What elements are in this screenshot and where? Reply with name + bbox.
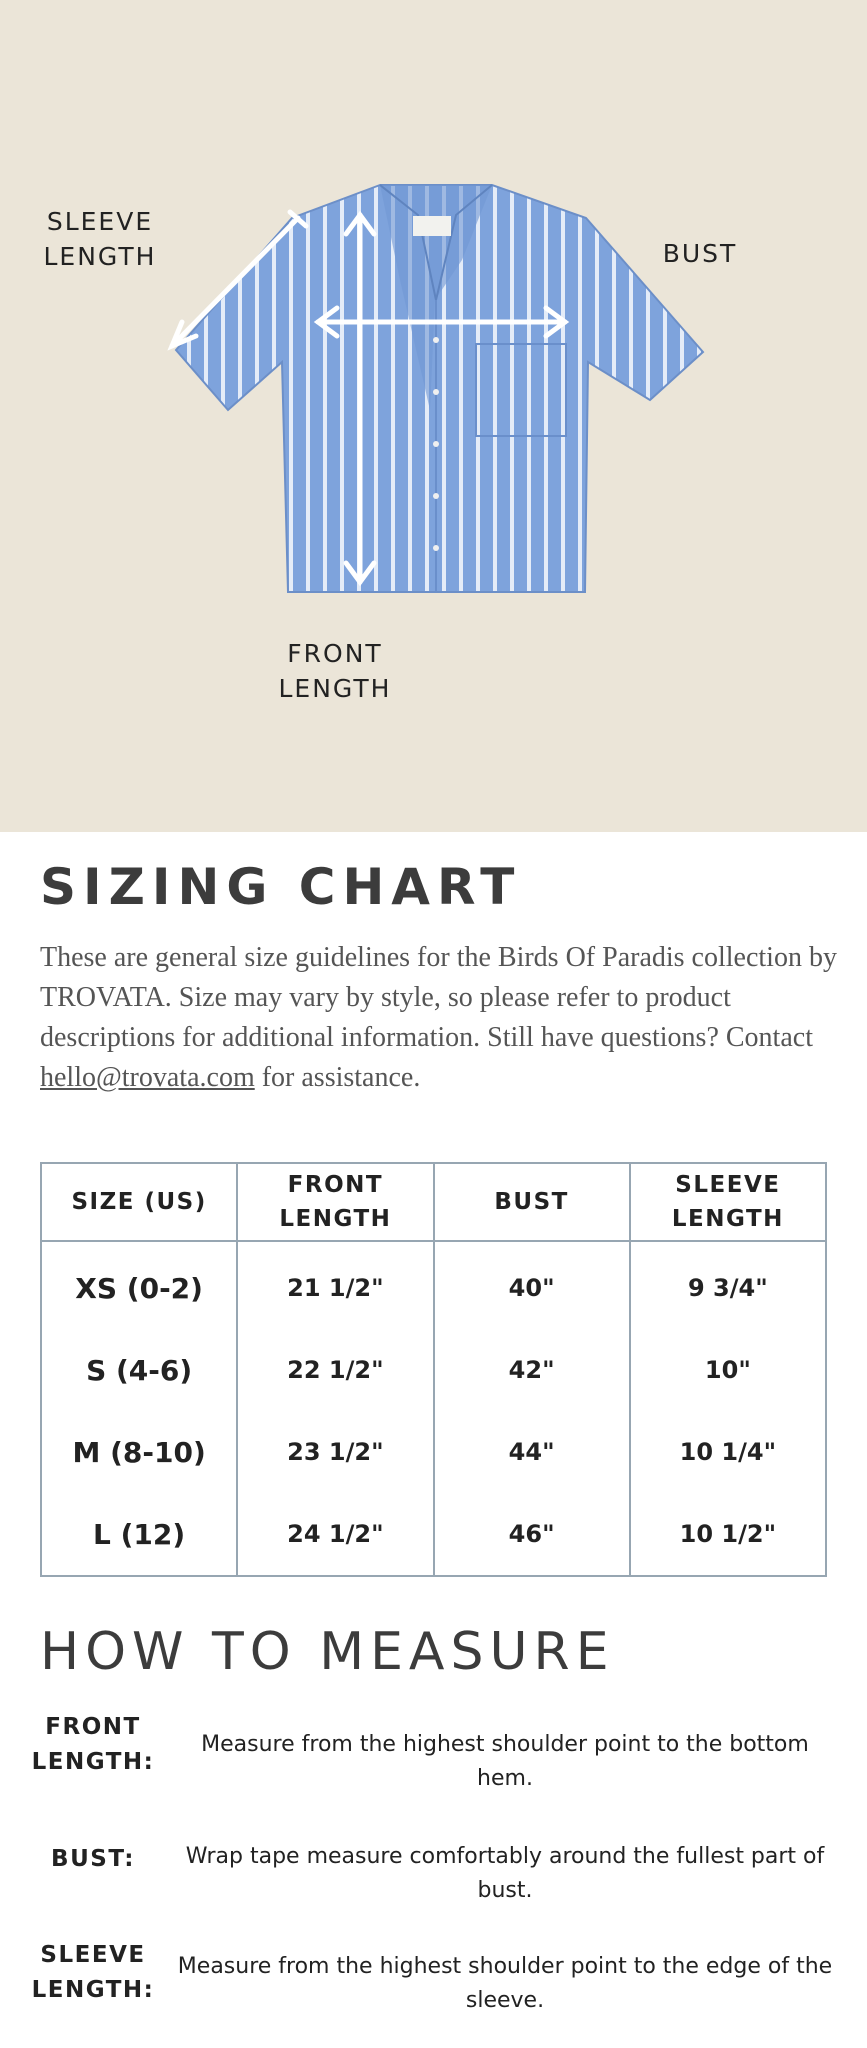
measure-description: Measure from the highest shoulder point to the bottom hem. [201, 1732, 809, 1791]
size-cell: M (8-10) [41, 1411, 237, 1493]
front-length-cell: 24 1/2" [237, 1493, 433, 1576]
sleeve-length-cell: 9 3/4" [630, 1241, 826, 1329]
header-size: SIZE (US) [41, 1163, 237, 1241]
measure-term [30, 1710, 156, 1780]
front-length-cell: 21 1/2" [237, 1241, 433, 1329]
measure-item-sleeve-length [30, 1938, 840, 2013]
measure-term [30, 1842, 156, 1877]
measurement-diagram [0, 0, 867, 832]
intro-paragraph [40, 938, 840, 1098]
bust-cell: 42" [434, 1329, 630, 1411]
sleeve-length-diagram-label [40, 204, 160, 274]
bust-cell: 40" [434, 1241, 630, 1329]
table-row [41, 1493, 826, 1576]
header-sleeve-length [630, 1163, 826, 1241]
front-label-line-2: LENGTH [278, 674, 392, 703]
table-row [41, 1329, 826, 1411]
front-length-cell: 22 1/2" [237, 1329, 433, 1411]
shirt-diagram-svg [0, 0, 867, 832]
size-cell: S (4-6) [41, 1329, 237, 1411]
front-length-diagram-label [273, 636, 397, 706]
sizing-table [40, 1162, 827, 1577]
header-sleeve-line-2: LENGTH [671, 1206, 784, 1232]
measure-term-line-2: LENGTH: [31, 1749, 155, 1775]
sleeve-label-line-1: SLEEVE [46, 207, 154, 236]
measure-term [30, 1938, 156, 2008]
table-row [41, 1411, 826, 1493]
measure-item-bust [30, 1840, 840, 1910]
size-cell: XS (0-2) [41, 1241, 237, 1329]
measure-term-line-1: FRONT [45, 1714, 141, 1740]
sleeve-length-cell: 10" [630, 1329, 826, 1411]
sleeve-length-cell: 10 1/4" [630, 1411, 826, 1493]
header-front-line-2: LENGTH [279, 1206, 392, 1232]
measure-item-front-length [30, 1710, 840, 1791]
page-title: SIZING CHART [40, 858, 522, 916]
sleeve-length-cell: 10 1/2" [630, 1493, 826, 1576]
contact-email-link[interactable]: hello@trovata.com [40, 1062, 255, 1093]
table-header-row [41, 1163, 826, 1241]
how-to-measure-title: HOW TO MEASURE [40, 1622, 615, 1682]
intro-text-end: for assistance. [254, 1062, 421, 1093]
measure-term-line-1: SLEEVE [40, 1942, 146, 1968]
sleeve-label-line-2: LENGTH [43, 242, 157, 271]
shirt-icon [176, 185, 703, 592]
bust-cell: 46" [434, 1493, 630, 1576]
header-bust: BUST [434, 1163, 630, 1241]
front-label-line-1: FRONT [287, 639, 383, 668]
measure-description: Wrap tape measure comfortably around the fullest part of bust. [185, 1844, 825, 1903]
measure-term-line-1: BUST: [51, 1846, 135, 1872]
table-row [41, 1241, 826, 1329]
bust-diagram-label: BUST [662, 239, 738, 268]
measure-term-line-2: LENGTH: [31, 1977, 155, 2003]
header-front-length [237, 1163, 433, 1241]
intro-text: These are general size guidelines for the Birds Of Paradis collection by TROVATA. Size may vary by style, so please refer to product descriptions for additional information. Still have questions? Contact [40, 942, 837, 1053]
header-sleeve-line-1: SLEEVE [675, 1172, 781, 1198]
size-cell: L (12) [41, 1493, 237, 1576]
header-front-line-1: FRONT [287, 1172, 384, 1198]
bust-cell: 44" [434, 1411, 630, 1493]
measure-description: Measure from the highest shoulder point to the edge of the sleeve. [177, 1954, 833, 2013]
front-length-cell: 23 1/2" [237, 1411, 433, 1493]
